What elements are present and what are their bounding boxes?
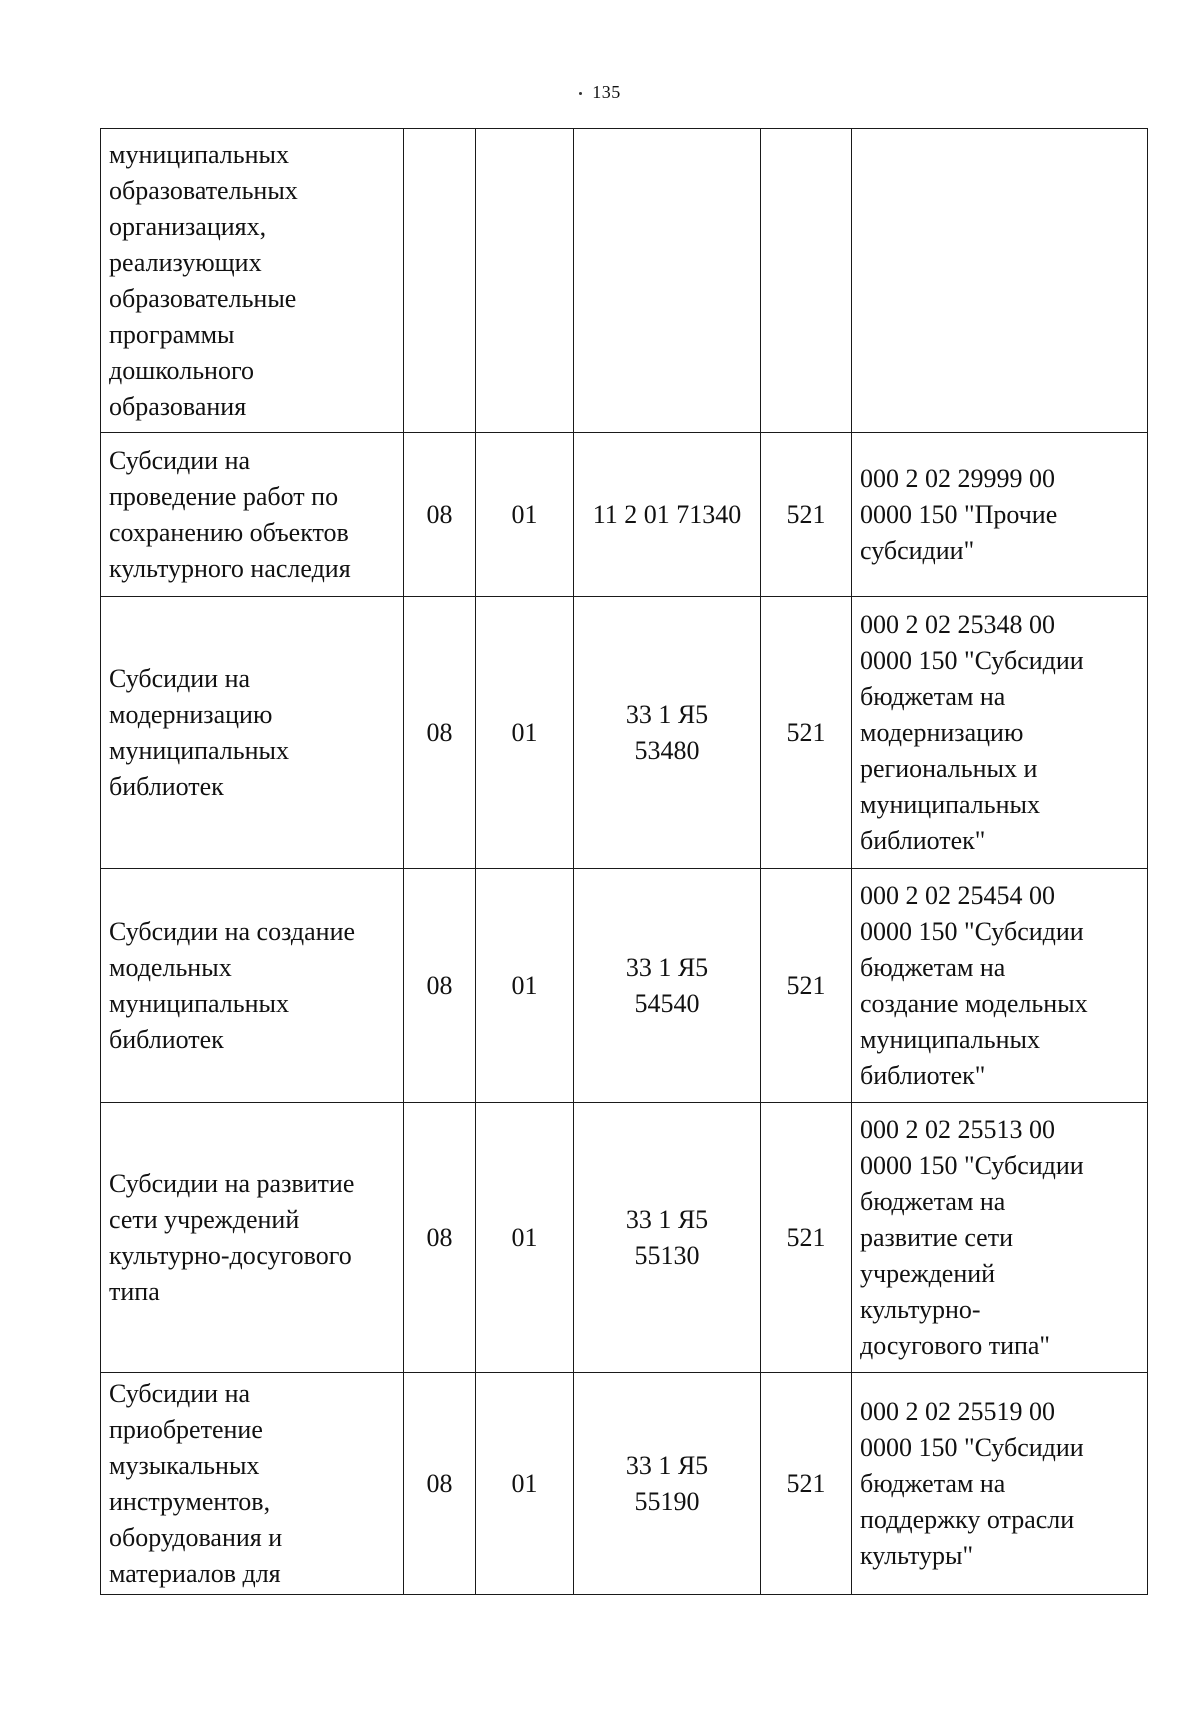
row-name-cell	[101, 869, 404, 1103]
income-source-cell	[852, 129, 1148, 433]
subsection-code: 01	[511, 717, 538, 747]
target-article-cell	[574, 597, 761, 869]
income-source-text: 000 2 02 25519 00 0000 150 "Субсидии бюджетам на поддержку отрасли культуры"	[860, 1396, 1084, 1570]
target-article-cell	[574, 1103, 761, 1373]
table-row	[101, 869, 1148, 1103]
subsection-code: 01	[511, 499, 538, 529]
table-row	[101, 129, 1148, 433]
scan-dot	[579, 92, 582, 95]
expense-type-code: 521	[786, 1468, 826, 1498]
target-article-code: 11 2 01 71340	[592, 499, 742, 529]
expense-type-code: 521	[786, 970, 826, 1000]
section-code: 08	[426, 1222, 453, 1252]
income-source-cell	[852, 1373, 1148, 1595]
income-source-text: 000 2 02 25348 00 0000 150 "Субсидии бюджетам на модернизацию региональных и муниципальных библиотек"	[860, 609, 1084, 855]
subsection-cell	[476, 1103, 574, 1373]
section-cell	[404, 1103, 476, 1373]
subsection-code: 01	[511, 970, 538, 1000]
expense-type-code: 521	[786, 1222, 826, 1252]
target-article-code: 33 1 Я5 53480	[625, 699, 709, 765]
row-name: Субсидии на развитие сети учреждений культурно-досугового типа	[109, 1168, 355, 1306]
page-number-text: 135	[592, 82, 621, 102]
target-article-cell	[574, 129, 761, 433]
page-number	[0, 82, 1200, 103]
row-name: Субсидии на создание модельных муниципальных библиотек	[109, 916, 356, 1054]
expense-type-cell	[761, 597, 852, 869]
row-name: муниципальных образовательных организациях, реализующих образовательные программы дошкольного образования	[109, 139, 298, 421]
subsection-cell	[476, 433, 574, 597]
row-name-cell	[101, 129, 404, 433]
income-source-text: 000 2 02 25454 00 0000 150 "Субсидии бюджетам на создание модельных муниципальных библиотек"	[860, 880, 1088, 1090]
section-code: 08	[426, 717, 453, 747]
table-row	[101, 433, 1148, 597]
table-row	[101, 597, 1148, 869]
expense-type-code: 521	[786, 717, 826, 747]
row-name: Субсидии на проведение работ по сохранению объектов культурного наследия	[109, 445, 351, 583]
row-name: Субсидии на приобретение музыкальных инструментов, оборудования и материалов для	[109, 1378, 283, 1588]
target-article-cell	[574, 869, 761, 1103]
subsection-cell	[476, 869, 574, 1103]
expense-type-cell	[761, 433, 852, 597]
subsection-code: 01	[511, 1468, 538, 1498]
table-row	[101, 1103, 1148, 1373]
expense-type-cell	[761, 129, 852, 433]
row-name-cell	[101, 433, 404, 597]
section-cell	[404, 433, 476, 597]
table-row	[101, 1373, 1148, 1595]
subsection-cell	[476, 129, 574, 433]
income-source-text: 000 2 02 29999 00 0000 150 "Прочие субсидии"	[860, 463, 1058, 565]
income-source-cell	[852, 1103, 1148, 1373]
section-cell	[404, 129, 476, 433]
section-cell	[404, 869, 476, 1103]
subsection-cell	[476, 597, 574, 869]
subsection-code: 01	[511, 1222, 538, 1252]
row-name-cell	[101, 1373, 404, 1595]
section-cell	[404, 597, 476, 869]
expense-type-cell	[761, 869, 852, 1103]
target-article-cell	[574, 433, 761, 597]
expense-type-cell	[761, 1373, 852, 1595]
section-code: 08	[426, 499, 453, 529]
income-source-cell	[852, 597, 1148, 869]
target-article-code: 33 1 Я5 55190	[625, 1450, 709, 1516]
row-name-cell	[101, 597, 404, 869]
target-article-code: 33 1 Я5 54540	[625, 952, 709, 1018]
budget-table	[100, 128, 1148, 1595]
section-cell	[404, 1373, 476, 1595]
subsection-cell	[476, 1373, 574, 1595]
income-source-text: 000 2 02 25513 00 0000 150 "Субсидии бюджетам на развитие сети учреждений культурно- досугового типа"	[860, 1114, 1084, 1360]
expense-type-cell	[761, 1103, 852, 1373]
expense-type-code: 521	[786, 499, 826, 529]
income-source-cell	[852, 433, 1148, 597]
row-name-cell	[101, 1103, 404, 1373]
section-code: 08	[426, 970, 453, 1000]
income-source-cell	[852, 869, 1148, 1103]
target-article-code: 33 1 Я5 55130	[625, 1204, 709, 1270]
row-name: Субсидии на модернизацию муниципальных библиотек	[109, 663, 290, 801]
target-article-cell	[574, 1373, 761, 1595]
section-code: 08	[426, 1468, 453, 1498]
